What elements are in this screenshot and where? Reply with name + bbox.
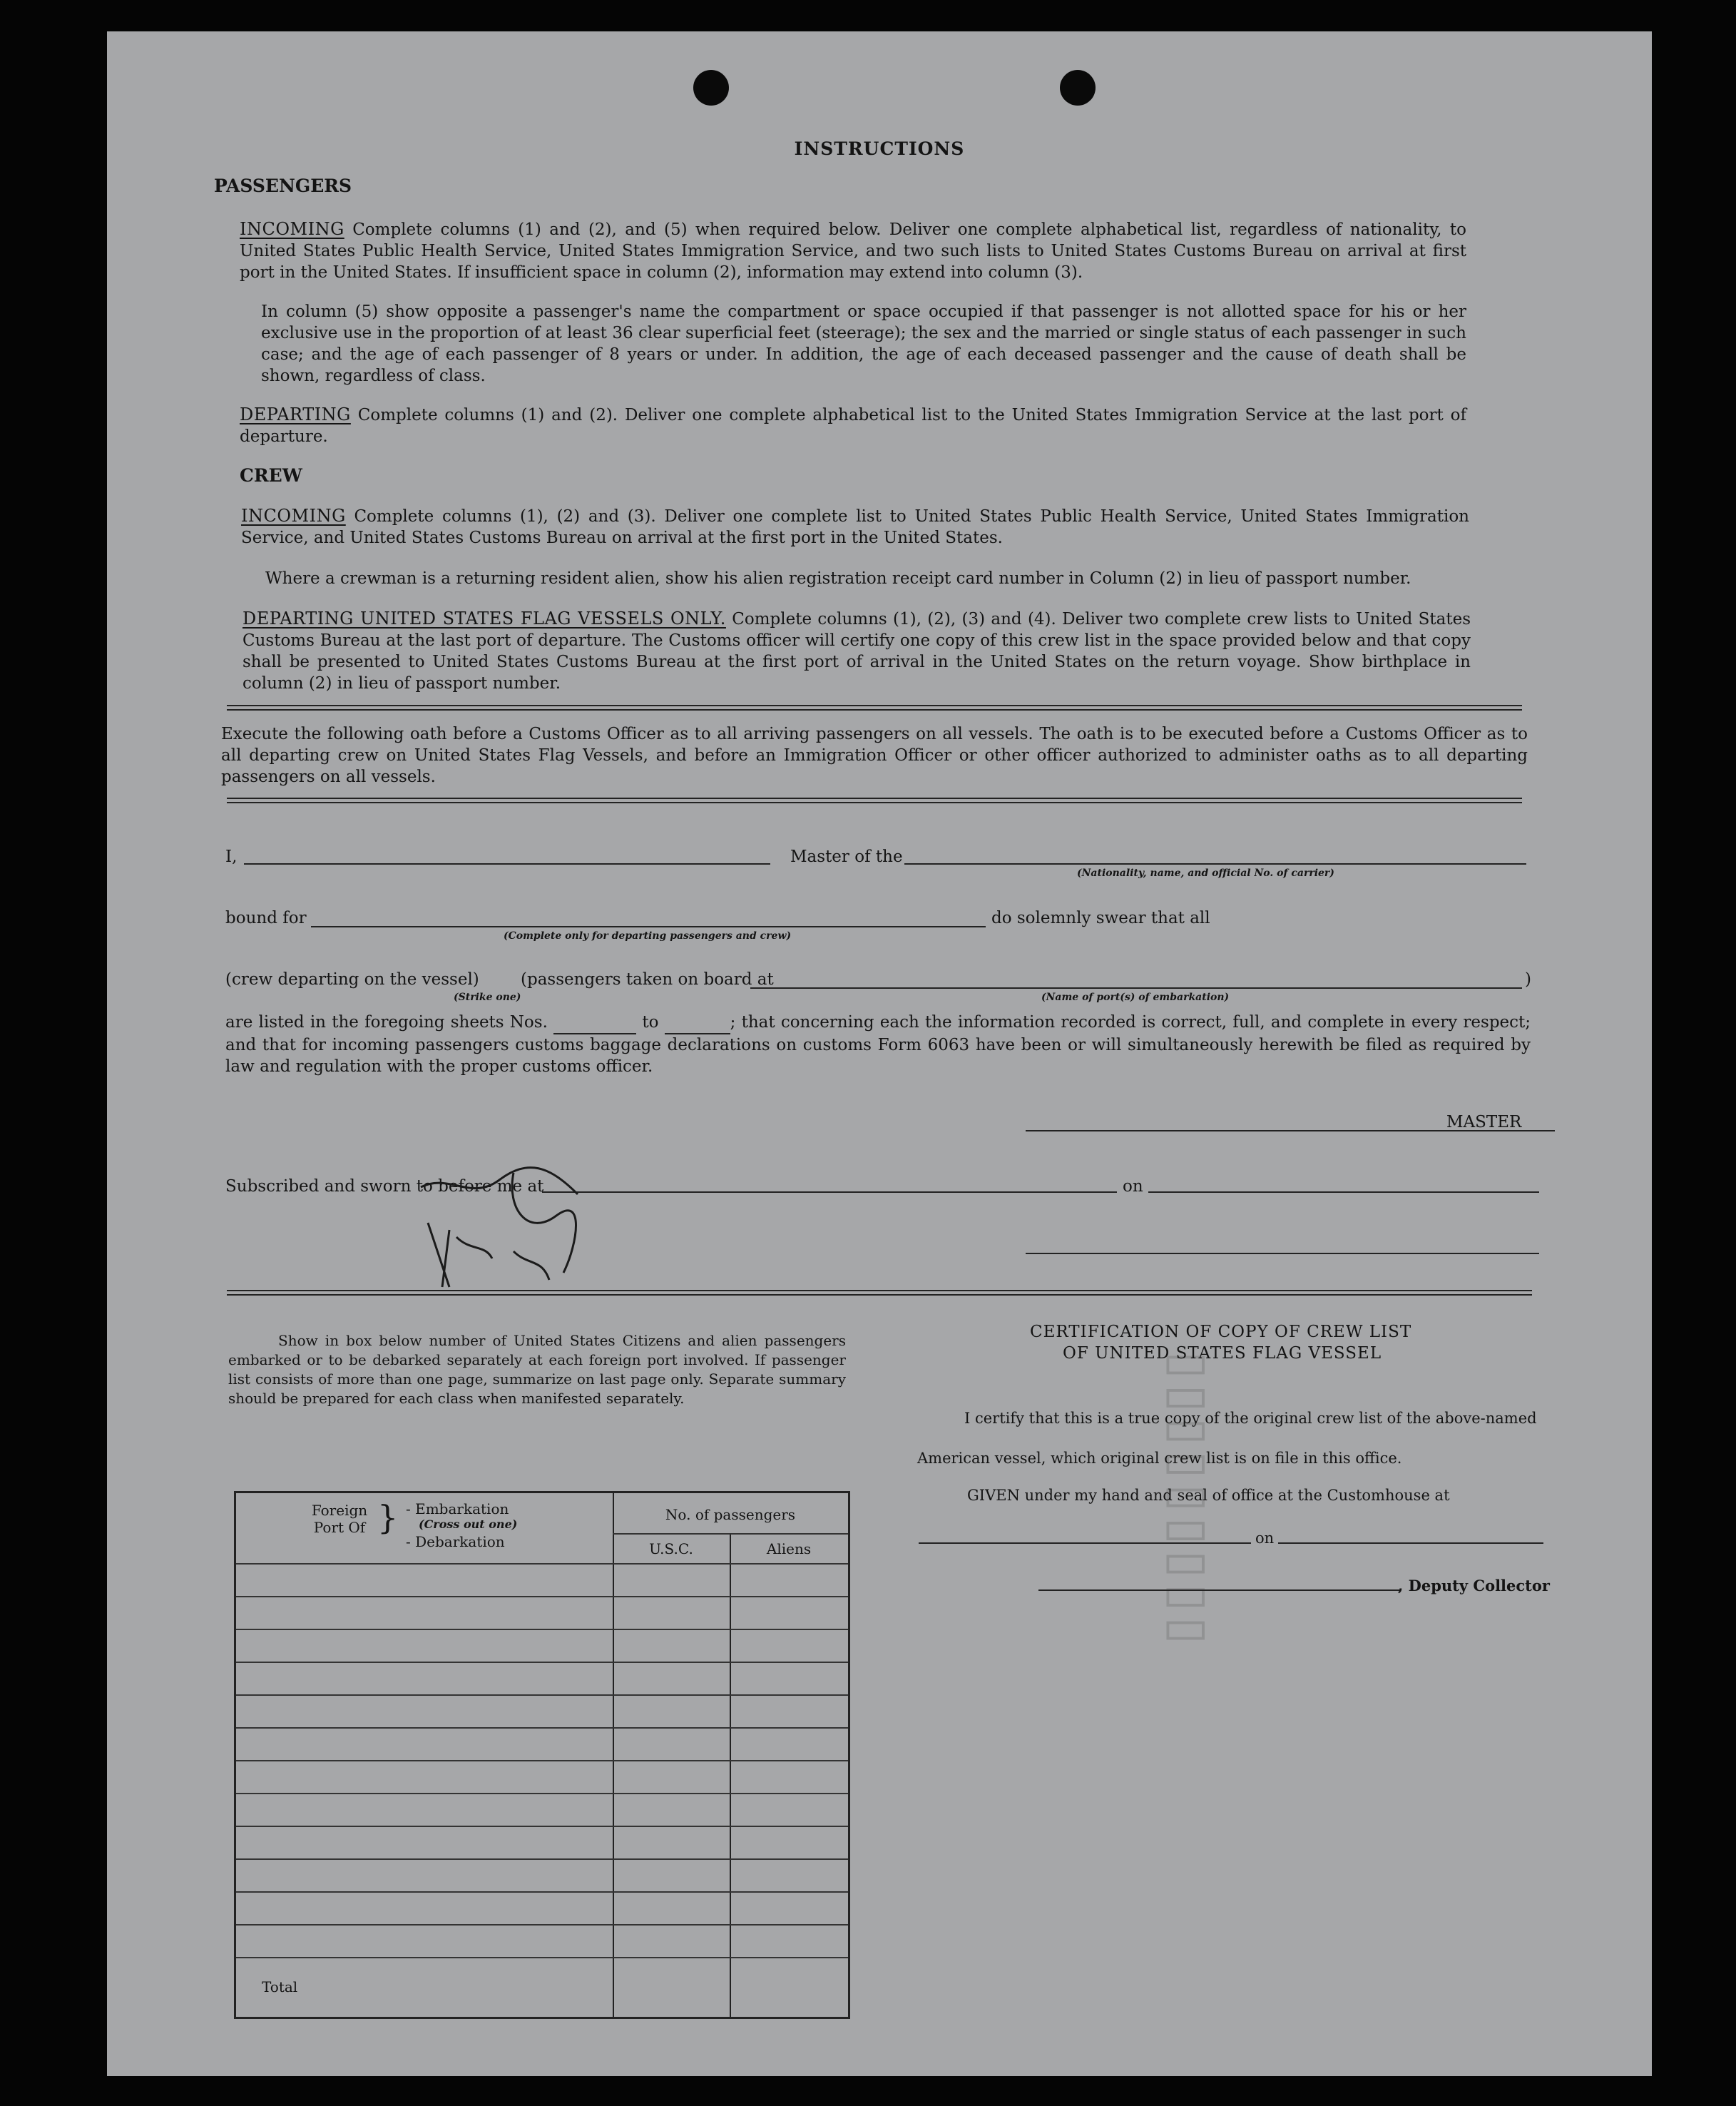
sheet-to-field[interactable] [665, 1012, 730, 1034]
passengers-incoming-label: INCOMING [240, 219, 344, 239]
strike-caption: (Strike one) [454, 992, 521, 1003]
customhouse-field[interactable] [919, 1542, 1251, 1544]
crew-departing-paragraph [242, 608, 1471, 694]
certify-text-1: I certify that this is a true copy of the original crew list of the above-named [964, 1410, 1537, 1427]
passengers-taken-option: (passengers taken on board at [521, 970, 774, 989]
passengers-departing-text: Complete columns (1) and (2). Deliver one complete alphabetical list to the United States Immigration Service at the last port of departure. [240, 406, 1466, 446]
ports-caption: (Name of port(s) of embarkation) [1041, 992, 1230, 1003]
crew-departing-label: DEPARTING UNITED STATES FLAG VESSELS ONLY. [242, 609, 726, 629]
table-row [236, 1826, 848, 1827]
table-column-divider [730, 1533, 731, 2017]
punch-hole [693, 70, 729, 106]
subscribed-date-field[interactable] [1148, 1191, 1539, 1193]
table-header-divider [613, 1533, 848, 1535]
table-row [236, 1924, 848, 1926]
crew-heading: CREW [240, 465, 302, 486]
certification-title-2: OF UNITED STATES FLAG VESSEL [1063, 1344, 1382, 1363]
master-name-field[interactable] [244, 863, 770, 865]
passengers-departing-paragraph [240, 404, 1466, 447]
divider [227, 709, 1522, 711]
passengers-column5-paragraph: In column (5) show opposite a passenger's name the compartment or space occupied if that passenger is not allotted space for his or her exclusive use in the proportion of at least 36 clear superficial feet (steerage); the sex and the married or single status of each passenger in such case; and the age of each passenger of 8 years or under. In addition, the age of each deceased passenger and the cause of death shall be shown, regardless of class. [261, 302, 1466, 385]
certification-date-field[interactable] [1278, 1542, 1543, 1544]
officer-signature-field[interactable] [1026, 1253, 1539, 1254]
sheet-from-field[interactable] [553, 1012, 636, 1034]
table-row [236, 1793, 848, 1794]
crew-incoming-text: Complete columns (1), (2) and (3). Deliver one complete list to United States Public Health Service, United States Immigration Service, and United States Customs Bureau on arrival at the first port in the United States. [241, 507, 1469, 547]
crew-incoming-paragraph [241, 505, 1469, 549]
subscribed-on-label: on [1123, 1177, 1143, 1196]
total-label: Total [262, 1978, 298, 1995]
bound-for-field[interactable] [311, 926, 986, 927]
crew-departing-option: (crew departing on the vessel) [225, 970, 479, 989]
certification-title-1: CERTIFICATION OF COPY OF CREW LIST [1030, 1323, 1412, 1341]
embarkation-port-field[interactable] [750, 987, 1522, 989]
certify-text-2: American vessel, which original crew list is on file in this office. [917, 1450, 1402, 1467]
passengers-departing-label: DEPARTING [240, 405, 351, 424]
table-row [236, 1957, 848, 1958]
subscribed-label: Subscribed and sworn to before me at [225, 1177, 544, 1196]
cross-out-label: (Cross out one) [419, 1517, 518, 1531]
passengers-heading: PASSENGERS [214, 176, 352, 196]
debarkation-label: - Debarkation [406, 1533, 505, 1550]
table-row [236, 1760, 848, 1761]
table-row [236, 1727, 848, 1729]
foreign-port-header: Foreign Port Of [311, 1502, 368, 1536]
passengers-count-header: No. of passengers [665, 1506, 796, 1523]
oath-listed-paragraph [225, 1012, 1531, 1077]
aliens-header: Aliens [766, 1540, 812, 1557]
carrier-caption: (Nationality, name, and official No. of carrier) [1077, 868, 1334, 879]
master-label: MASTER [1446, 1113, 1522, 1131]
table-row [236, 1662, 848, 1663]
embarkation-label: - Embarkation [406, 1500, 509, 1517]
bound-for-label: bound for [225, 909, 307, 927]
oath-intro: Execute the following oath before a Customs Officer as to all arriving passengers on all vessels. The oath is to be executed before a Customs Officer as to all departing crew on United States Flag Vessels, and before an Immigration Officer or other officer authorized to administer oaths as to all departing passengers on all vessels. [221, 725, 1528, 786]
master-of-label: Master of the [790, 848, 903, 866]
table-row [236, 1858, 848, 1860]
table-row [236, 1596, 848, 1597]
swear-label: do solemnly swear that all [991, 909, 1210, 927]
divider [227, 802, 1522, 803]
listed-text-1: are listed in the foregoing sheets Nos. [225, 1013, 548, 1032]
handwritten-initials [407, 1144, 592, 1294]
table-row [236, 1694, 848, 1696]
close-paren: ) [1525, 970, 1531, 989]
listed-to: to [642, 1013, 659, 1032]
bleed-through-stamp: ▯▯▯▯▯▯▯▯▯ [1160, 1351, 1220, 1650]
divider [227, 1294, 1532, 1296]
passengers-incoming-text: Complete columns (1) and (2), and (5) when required below. Deliver one complete alphabetical list, regardless of nationality, to United States Public Health Service, United States Immigration Service, and two such lists to United States Customs Bureau on arrival at first port in the United States. If insufficient space in column (2), information may extend into column (3). [240, 220, 1467, 282]
divider [227, 1290, 1532, 1291]
given-text: GIVEN under my hand and seal of office at the Customhouse at [967, 1487, 1450, 1504]
usc-header: U.S.C. [649, 1540, 693, 1557]
divider [227, 798, 1522, 799]
table-column-divider [613, 1493, 614, 2017]
table-row [236, 1629, 848, 1630]
certification-on-label: on [1255, 1530, 1275, 1547]
oath-i-label: I, [225, 848, 238, 866]
deputy-collector-label: , Deputy Collector [1398, 1577, 1550, 1594]
subscribed-place-field[interactable] [542, 1191, 1117, 1193]
table-row [236, 1563, 848, 1565]
crew-resident-paragraph: Where a crewman is a returning resident alien, show his alien registration receipt card number in Column (2) in lieu of passport number. [265, 569, 1411, 588]
table-row [236, 1891, 848, 1893]
crew-departing-text: Complete columns (1), (2), (3) and (4). Deliver two complete crew lists to United States Customs Bureau at the last port of departure. The Customs officer will certify one copy of this crew list in the space provided below and that copy shall be presented to United States Customs Bureau at the first port of arrival in the United States on the return voyage. Show birthplace in column (2) in lieu of passport number. [242, 610, 1471, 693]
divider [227, 705, 1522, 706]
deputy-signature-field[interactable] [1038, 1589, 1401, 1591]
brace: } [377, 1498, 399, 1537]
instructions-title: INSTRUCTIONS [794, 138, 965, 159]
crew-incoming-label: INCOMING [241, 506, 346, 526]
listed-text-2: ; that concerning each the information recorded is correct, full, and complete in every respect; and that for incoming passengers customs baggage declarations on customs Form 6063 have been or will simultaneously herewith be filed as required by law and regulation with the proper customs officer. [225, 1013, 1531, 1076]
passenger-summary-table [234, 1491, 850, 2019]
carrier-field[interactable] [904, 863, 1526, 865]
punch-hole [1060, 70, 1096, 106]
passengers-incoming-paragraph [240, 218, 1466, 283]
bound-caption: (Complete only for departing passengers and crew) [504, 930, 792, 942]
summary-instructions: Show in box below number of United States Citizens and alien passengers embarked or to be debarked separately at each foreign port involved. If passenger list consists of more than one page, summarize on last page only. Separate summary should be prepared for each class when manifested separately. [228, 1332, 846, 1407]
form-sheet [107, 31, 1652, 2076]
